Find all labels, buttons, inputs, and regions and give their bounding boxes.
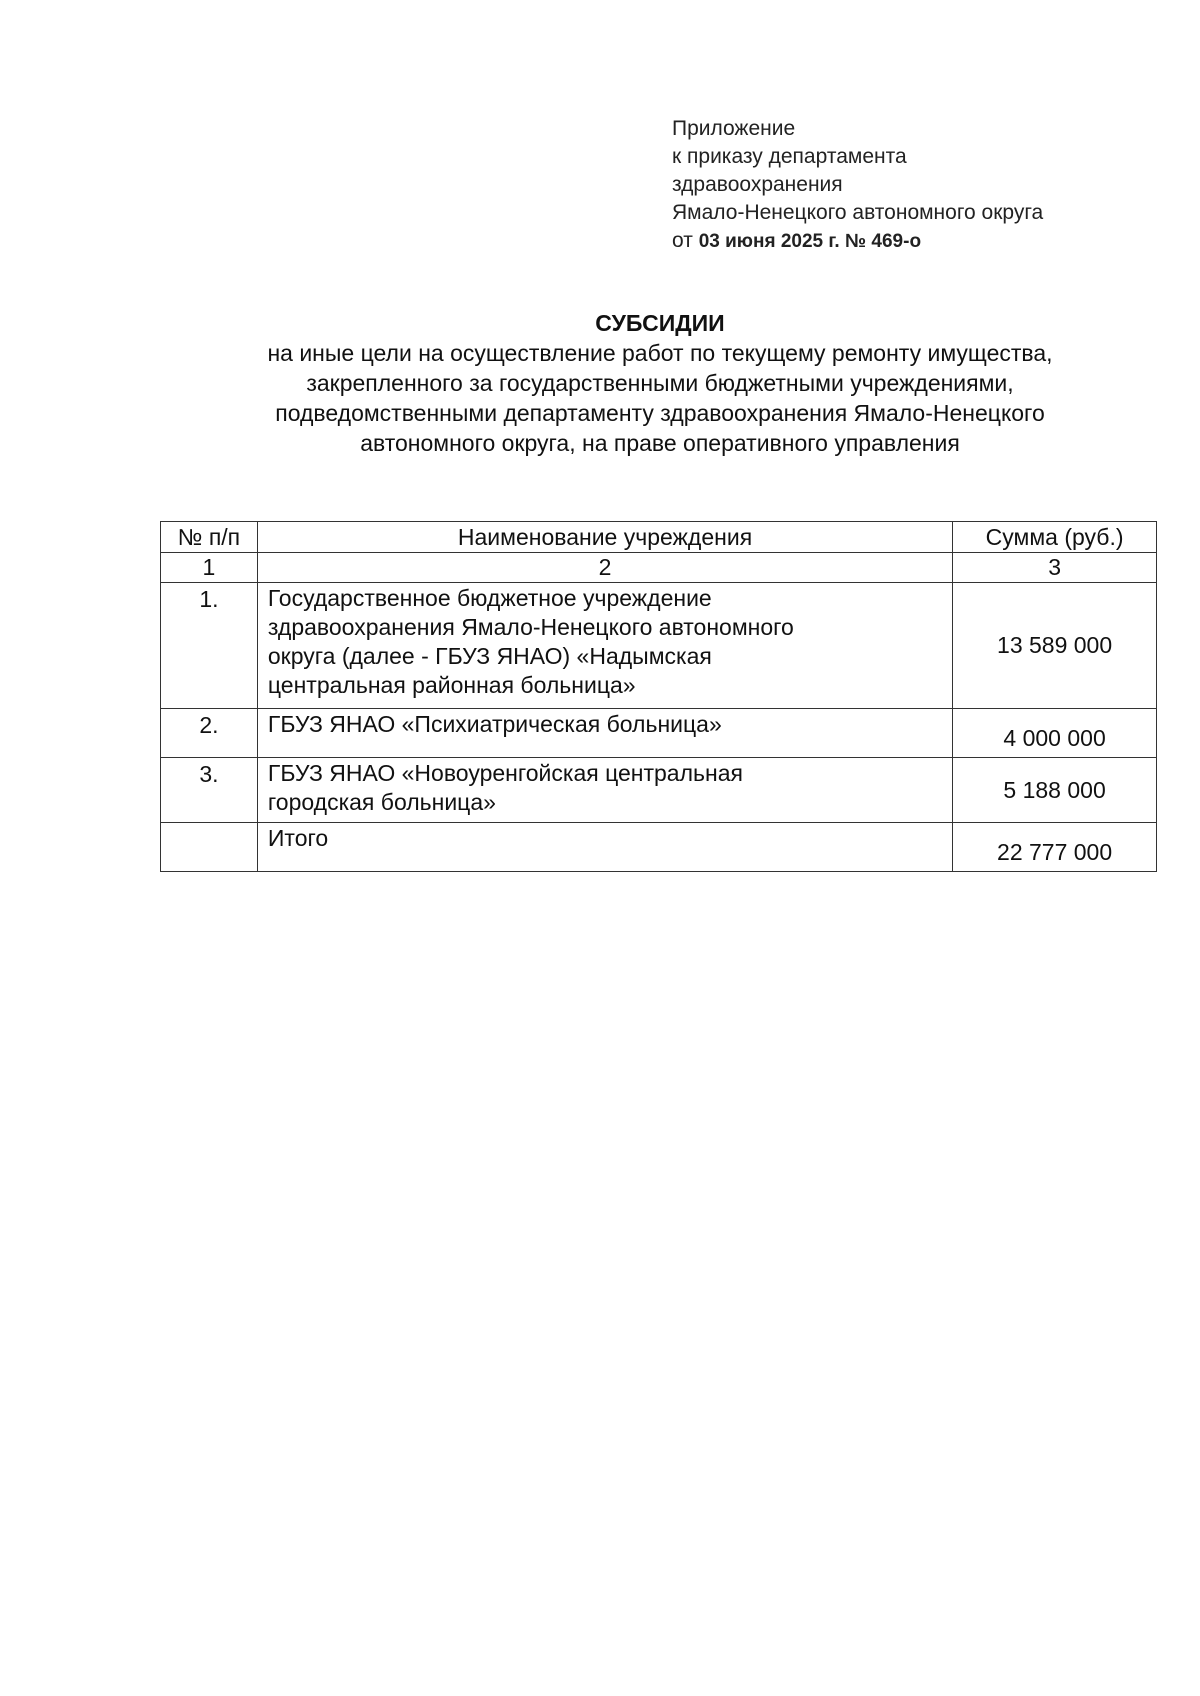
row-num: 1. xyxy=(161,583,258,709)
row-sum: 5 188 000 xyxy=(953,758,1157,823)
total-num-empty xyxy=(161,823,258,872)
row-num: 3. xyxy=(161,758,258,823)
table-total-row xyxy=(161,823,1157,872)
row-institution-name xyxy=(257,583,952,709)
annex-block xyxy=(672,115,1172,256)
document-subtitle xyxy=(160,338,1160,458)
subtitle-line: автономного округа, на праве оперативного управления xyxy=(360,430,960,456)
annex-order-prefix: от xyxy=(672,229,693,252)
index-name: 2 xyxy=(257,553,952,583)
row-sum: 4 000 000 xyxy=(953,709,1157,758)
annex-order-date-number: 03 июня 2025 г. № 469-о xyxy=(698,231,922,252)
document-heading xyxy=(160,308,1160,458)
row-institution-name xyxy=(257,709,952,758)
index-sum: 3 xyxy=(953,553,1157,583)
row-sum: 13 589 000 xyxy=(953,583,1157,709)
header-name: Наименование учреждения xyxy=(257,522,952,553)
name-line: городская больница» xyxy=(267,789,496,815)
subsidies-table xyxy=(160,521,1157,872)
annex-line: Ямало-Ненецкого автономного округа xyxy=(672,201,1044,224)
total-label: Итого xyxy=(257,823,952,872)
table-row xyxy=(161,709,1157,758)
row-institution-name xyxy=(257,758,952,823)
document-title: СУБСИДИИ xyxy=(595,310,725,336)
header-sum: Сумма (руб.) xyxy=(953,522,1157,553)
index-num: 1 xyxy=(161,553,258,583)
name-line: Государственное бюджетное учреждение xyxy=(267,585,712,611)
header-num: № п/п xyxy=(161,522,258,553)
name-line: здравоохранения Ямало-Ненецкого автономного xyxy=(267,614,794,640)
total-sum: 22 777 000 xyxy=(953,823,1157,872)
name-line: ГБУЗ ЯНАО «Психиатрическая больница» xyxy=(267,711,722,737)
annex-line: здравоохранения xyxy=(672,173,843,196)
subtitle-line: подведомственными департаменту здравоохранения Ямало-Ненецкого xyxy=(275,400,1045,426)
name-line: округа (далее - ГБУЗ ЯНАО) «Надымская xyxy=(267,643,712,669)
table-row xyxy=(161,758,1157,823)
row-num: 2. xyxy=(161,709,258,758)
annex-order-reference xyxy=(672,227,1172,256)
annex-line: к приказу департамента xyxy=(672,145,907,168)
table-index-row xyxy=(161,553,1157,583)
table-row xyxy=(161,583,1157,709)
subtitle-line: на иные цели на осуществление работ по текущему ремонту имущества, xyxy=(267,340,1053,366)
annex-line: Приложение xyxy=(672,117,796,140)
table-header-row xyxy=(161,522,1157,553)
subtitle-line: закрепленного за государственными бюджетными учреждениями, xyxy=(306,370,1014,396)
name-line: ГБУЗ ЯНАО «Новоуренгойская центральная xyxy=(267,760,743,786)
name-line: центральная районная больница» xyxy=(267,672,636,698)
